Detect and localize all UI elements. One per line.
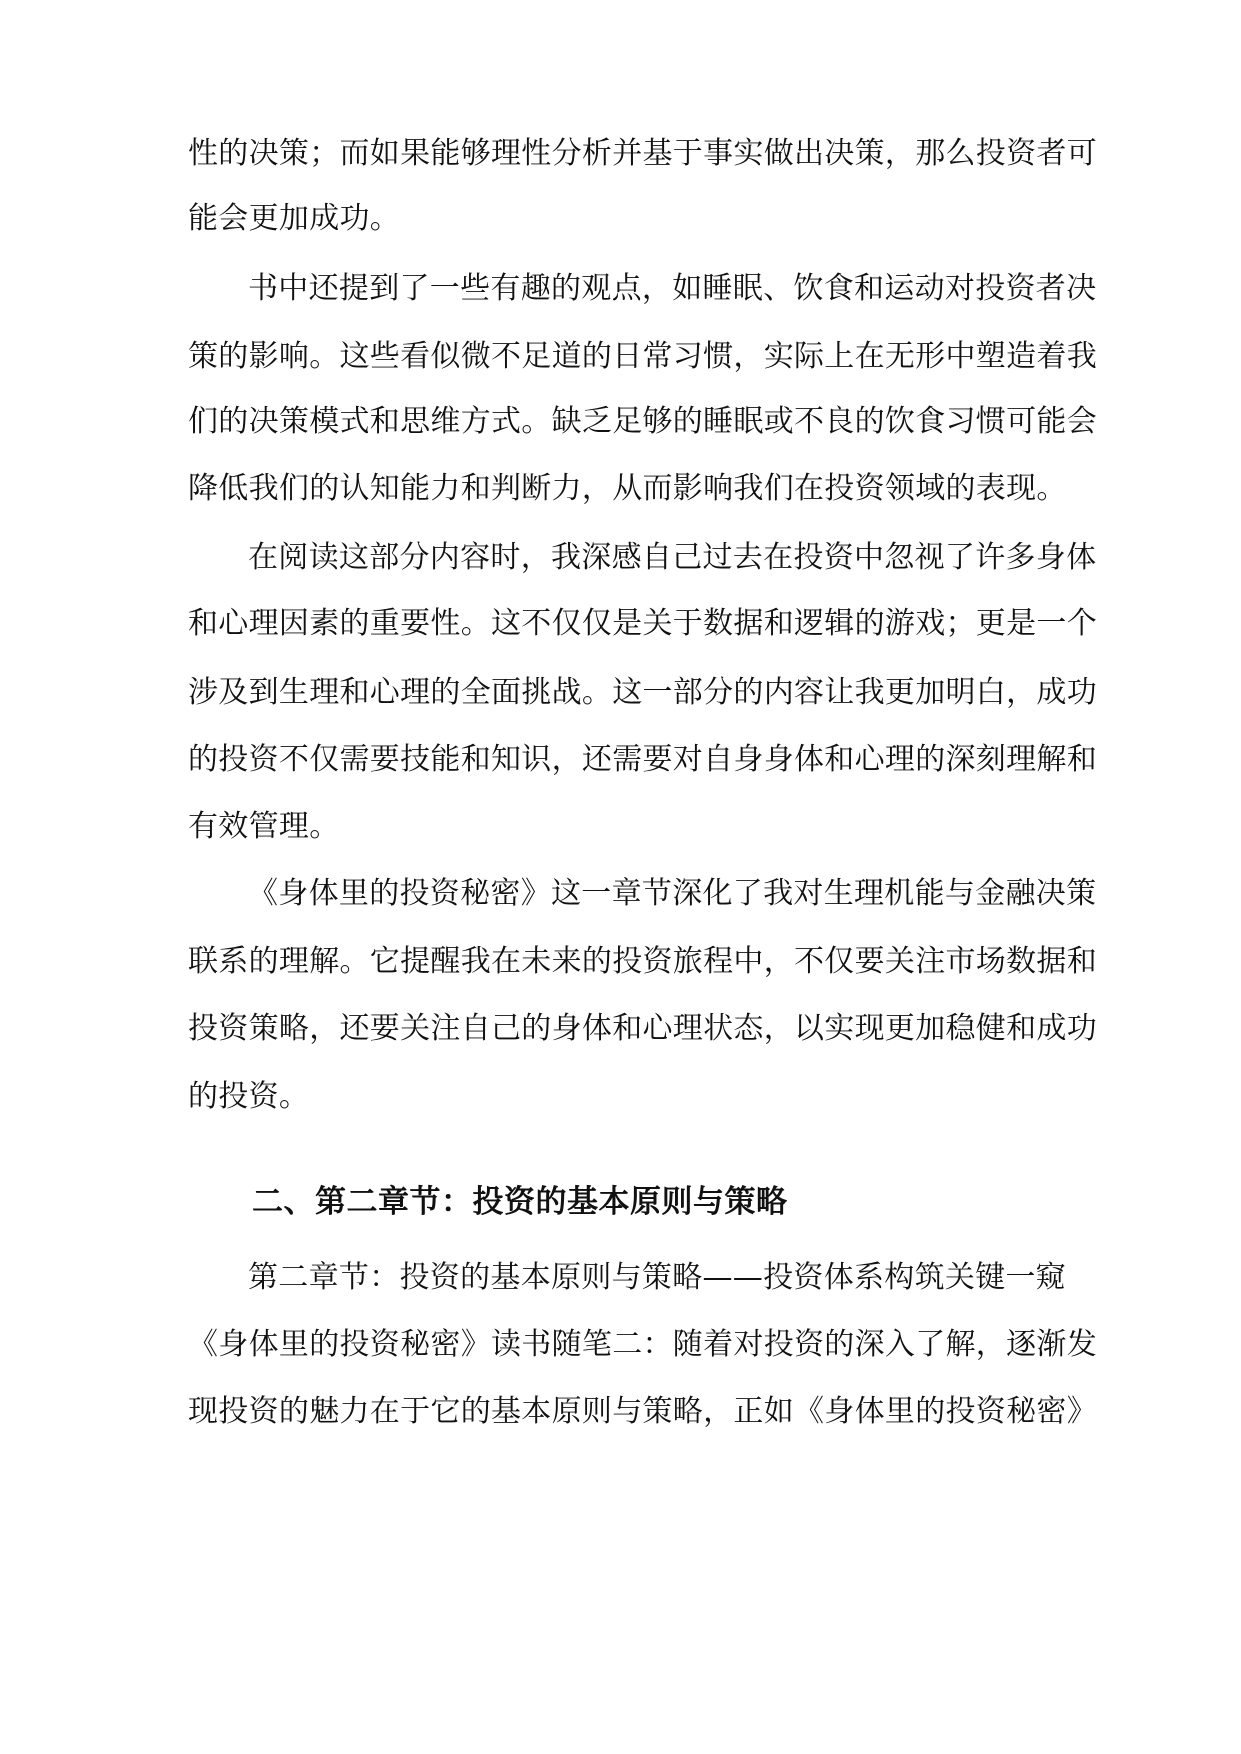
paragraph-3-line-1: 在阅读这部分内容时，我深感自己过去在投资中忽视了许多身体 [248,540,1097,575]
section-paragraph-line-2: 《身体里的投资秘密》读书随笔二：随着对投资的深入了解，逐渐发 [188,1327,1097,1362]
paragraph-1-line-1: 性的决策；而如果能够理性分析并基于事实做出决策，那么投资者可 [188,136,1097,171]
paragraph-2-line-3: 们的决策模式和思维方式。缺乏足够的睡眠或不良的饮食习惯可能会 [188,404,1097,439]
paragraph-3-line-2: 和心理因素的重要性。这不仅仅是关于数据和逻辑的游戏；更是一个 [188,606,1097,641]
paragraph-4-line-1: 《身体里的投资秘密》这一章节深化了我对生理机能与金融决策 [248,876,1097,911]
section-paragraph-line-1: 第二章节：投资的基本原则与策略——投资体系构筑关键一窥 [248,1260,1067,1295]
paragraph-2-line-1: 书中还提到了一些有趣的观点，如睡眠、饮食和运动对投资者决 [248,271,1097,306]
paragraph-3-line-4: 的投资不仅需要技能和知识，还需要对自身身体和心理的深刻理解和 [188,742,1097,777]
paragraph-3-line-3: 涉及到生理和心理的全面挑战。这一部分的内容让我更加明白，成功 [188,675,1097,710]
paragraph-4-line-4: 的投资。 [188,1079,310,1114]
paragraph-3-line-5: 有效管理。 [188,809,340,844]
paragraph-2-line-4: 降低我们的认知能力和判断力，从而影响我们在投资领域的表现。 [188,471,1067,506]
section-paragraph-line-3: 现投资的魅力在于它的基本原则与策略，正如《身体里的投资秘密》 [188,1394,1097,1429]
section-heading: 二、第二章节：投资的基本原则与策略 [252,1184,788,1220]
paragraph-4-line-2: 联系的理解。它提醒我在未来的投资旅程中，不仅要关注市场数据和 [188,944,1097,979]
paragraph-4-line-3: 投资策略，还要关注自己的身体和心理状态，以实现更加稳健和成功 [188,1011,1097,1046]
paragraph-1-line-2: 能会更加成功。 [188,201,401,236]
paragraph-2-line-2: 策的影响。这些看似微不足道的日常习惯，实际上在无形中塑造着我 [188,339,1097,374]
